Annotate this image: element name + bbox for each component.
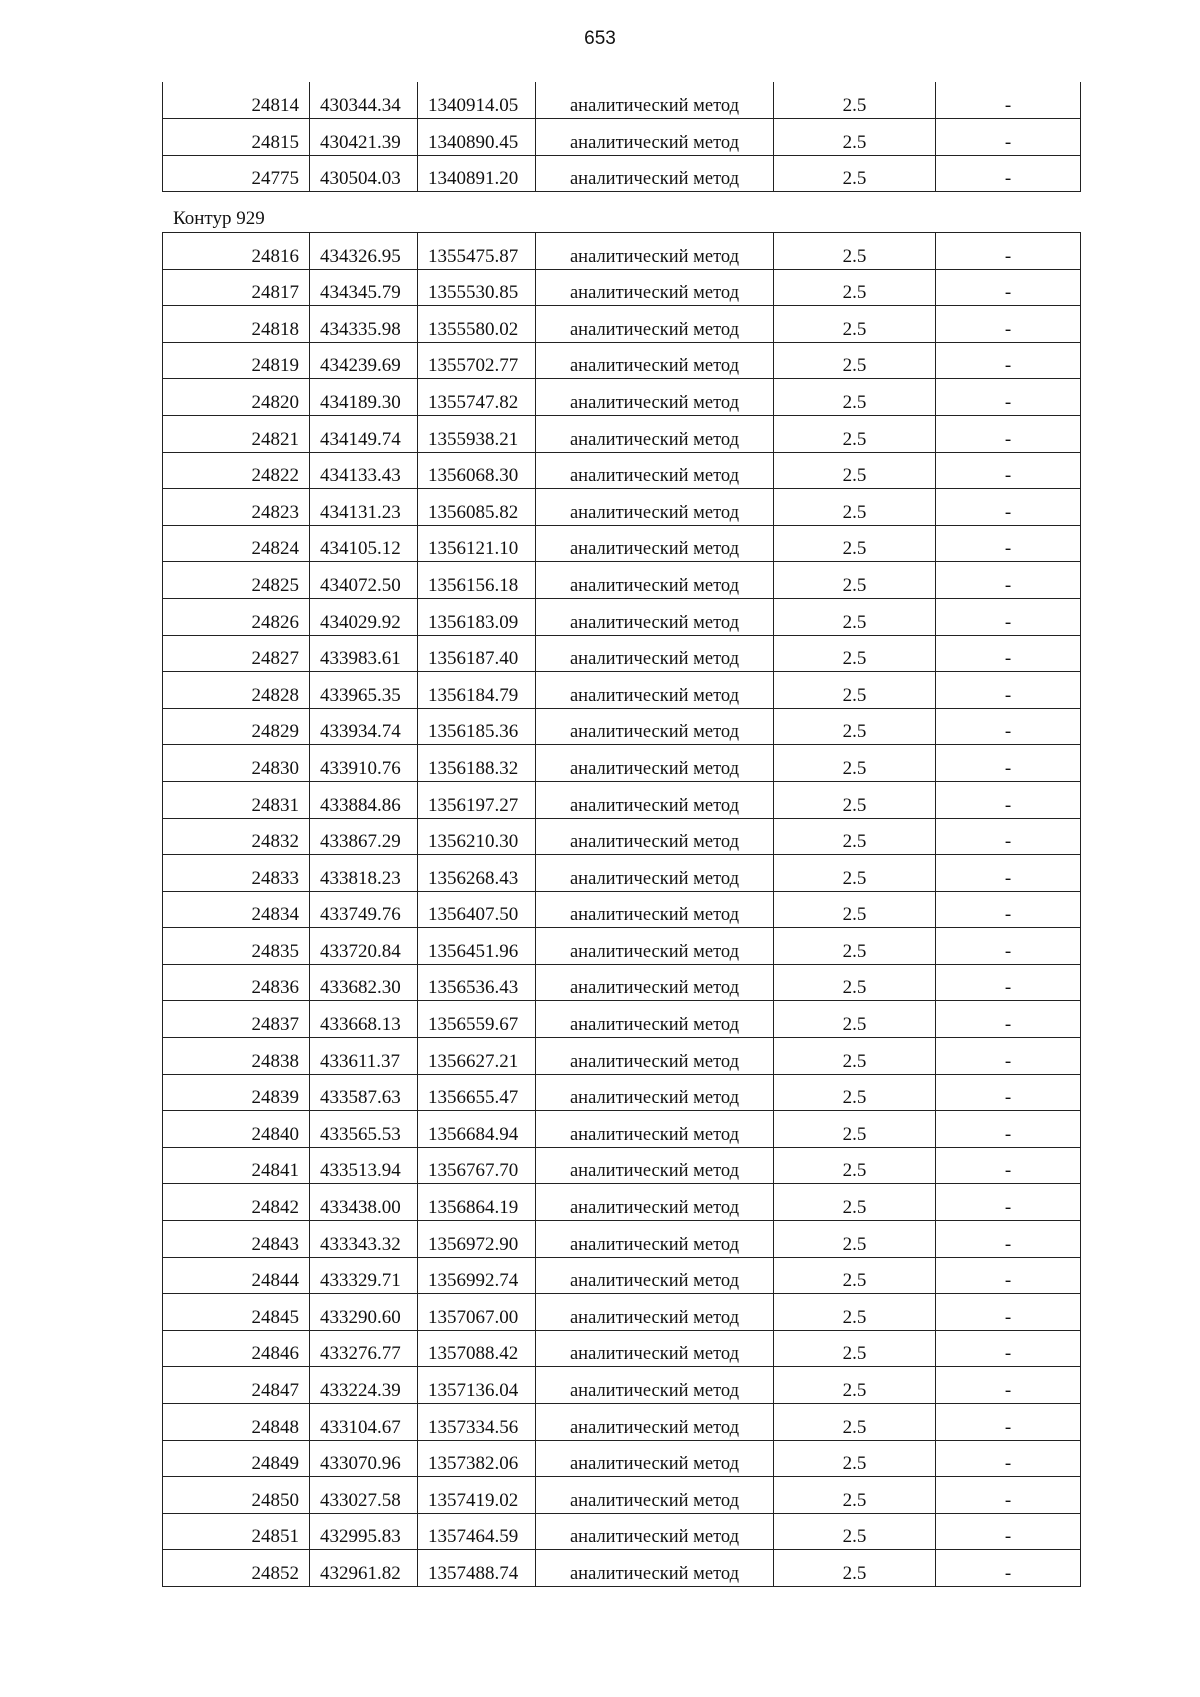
x-coordinate-cell: 434105.12 bbox=[310, 525, 418, 562]
y-coordinate-cell: 1357382.06 bbox=[418, 1440, 536, 1477]
y-coordinate-cell: 1356121.10 bbox=[418, 525, 536, 562]
note-cell: - bbox=[936, 781, 1081, 818]
x-coordinate-cell: 433884.86 bbox=[310, 781, 418, 818]
point-number-cell: 24848 bbox=[163, 1404, 310, 1441]
note-cell: - bbox=[936, 1367, 1081, 1404]
point-number-cell: 24842 bbox=[163, 1184, 310, 1221]
table-row bbox=[163, 708, 1081, 745]
table-row bbox=[163, 635, 1081, 672]
x-coordinate-cell: 433818.23 bbox=[310, 855, 418, 892]
method-cell: аналитический метод bbox=[536, 1404, 774, 1441]
table-row bbox=[163, 269, 1081, 306]
accuracy-cell: 2.5 bbox=[774, 379, 936, 416]
table-row bbox=[163, 1367, 1081, 1404]
note-cell: - bbox=[936, 1257, 1081, 1294]
y-coordinate-cell: 1357088.42 bbox=[418, 1330, 536, 1367]
method-cell: аналитический метод bbox=[536, 598, 774, 635]
point-number-cell: 24817 bbox=[163, 269, 310, 306]
note-cell: - bbox=[936, 818, 1081, 855]
x-coordinate-cell: 434029.92 bbox=[310, 598, 418, 635]
note-cell: - bbox=[936, 1550, 1081, 1587]
note-cell: - bbox=[936, 119, 1081, 156]
point-number-cell: 24826 bbox=[163, 598, 310, 635]
table-row bbox=[163, 342, 1081, 379]
point-number-cell: 24836 bbox=[163, 964, 310, 1001]
table-row bbox=[163, 928, 1081, 965]
accuracy-cell: 2.5 bbox=[774, 1513, 936, 1550]
x-coordinate-cell: 434326.95 bbox=[310, 233, 418, 270]
point-number-cell: 24852 bbox=[163, 1550, 310, 1587]
y-coordinate-cell: 1356185.36 bbox=[418, 708, 536, 745]
accuracy-cell: 2.5 bbox=[774, 1367, 936, 1404]
accuracy-cell: 2.5 bbox=[774, 745, 936, 782]
y-coordinate-cell: 1356992.74 bbox=[418, 1257, 536, 1294]
note-cell: - bbox=[936, 342, 1081, 379]
accuracy-cell: 2.5 bbox=[774, 1074, 936, 1111]
method-cell: аналитический метод bbox=[536, 415, 774, 452]
method-cell: аналитический метод bbox=[536, 1477, 774, 1514]
method-cell: аналитический метод bbox=[536, 1367, 774, 1404]
table-row bbox=[163, 82, 1081, 119]
accuracy-cell: 2.5 bbox=[774, 1294, 936, 1331]
note-cell: - bbox=[936, 928, 1081, 965]
x-coordinate-cell: 434239.69 bbox=[310, 342, 418, 379]
method-cell: аналитический метод bbox=[536, 891, 774, 928]
y-coordinate-cell: 1355938.21 bbox=[418, 415, 536, 452]
y-coordinate-cell: 1355475.87 bbox=[418, 233, 536, 270]
x-coordinate-cell: 433224.39 bbox=[310, 1367, 418, 1404]
note-cell: - bbox=[936, 1330, 1081, 1367]
y-coordinate-cell: 1356536.43 bbox=[418, 964, 536, 1001]
table-row bbox=[163, 1074, 1081, 1111]
x-coordinate-cell: 433910.76 bbox=[310, 745, 418, 782]
method-cell: аналитический метод bbox=[536, 1294, 774, 1331]
y-coordinate-cell: 1357488.74 bbox=[418, 1550, 536, 1587]
accuracy-cell: 2.5 bbox=[774, 855, 936, 892]
accuracy-cell: 2.5 bbox=[774, 155, 936, 192]
table-row bbox=[163, 1550, 1081, 1587]
method-cell: аналитический метод bbox=[536, 269, 774, 306]
note-cell: - bbox=[936, 1001, 1081, 1038]
point-number-cell: 24833 bbox=[163, 855, 310, 892]
point-number-cell: 24830 bbox=[163, 745, 310, 782]
x-coordinate-cell: 433668.13 bbox=[310, 1001, 418, 1038]
accuracy-cell: 2.5 bbox=[774, 415, 936, 452]
y-coordinate-cell: 1355530.85 bbox=[418, 269, 536, 306]
y-coordinate-cell: 1356655.47 bbox=[418, 1074, 536, 1111]
table-row bbox=[163, 1330, 1081, 1367]
x-coordinate-cell: 434149.74 bbox=[310, 415, 418, 452]
accuracy-cell: 2.5 bbox=[774, 708, 936, 745]
method-cell: аналитический метод bbox=[536, 1038, 774, 1075]
point-number-cell: 24831 bbox=[163, 781, 310, 818]
y-coordinate-cell: 1356187.40 bbox=[418, 635, 536, 672]
y-coordinate-cell: 1356864.19 bbox=[418, 1184, 536, 1221]
y-coordinate-cell: 1356156.18 bbox=[418, 562, 536, 599]
table-row bbox=[163, 452, 1081, 489]
method-cell: аналитический метод bbox=[536, 635, 774, 672]
note-cell: - bbox=[936, 635, 1081, 672]
x-coordinate-cell: 434345.79 bbox=[310, 269, 418, 306]
point-number-cell: 24822 bbox=[163, 452, 310, 489]
y-coordinate-cell: 1356972.90 bbox=[418, 1221, 536, 1258]
point-number-cell: 24818 bbox=[163, 306, 310, 343]
method-cell: аналитический метод bbox=[536, 745, 774, 782]
note-cell: - bbox=[936, 1294, 1081, 1331]
point-number-cell: 24838 bbox=[163, 1038, 310, 1075]
x-coordinate-cell: 433513.94 bbox=[310, 1147, 418, 1184]
point-number-cell: 24824 bbox=[163, 525, 310, 562]
accuracy-cell: 2.5 bbox=[774, 1221, 936, 1258]
x-coordinate-cell: 434133.43 bbox=[310, 452, 418, 489]
y-coordinate-cell: 1356627.21 bbox=[418, 1038, 536, 1075]
method-cell: аналитический метод bbox=[536, 1184, 774, 1221]
point-number-cell: 24814 bbox=[163, 82, 310, 119]
method-cell: аналитический метод bbox=[536, 562, 774, 599]
accuracy-cell: 2.5 bbox=[774, 818, 936, 855]
x-coordinate-cell: 433343.32 bbox=[310, 1221, 418, 1258]
x-coordinate-cell: 430421.39 bbox=[310, 119, 418, 156]
note-cell: - bbox=[936, 379, 1081, 416]
table-row bbox=[163, 155, 1081, 192]
coordinates-table-continued bbox=[162, 82, 1081, 192]
x-coordinate-cell: 433276.77 bbox=[310, 1330, 418, 1367]
accuracy-cell: 2.5 bbox=[774, 928, 936, 965]
x-coordinate-cell: 434072.50 bbox=[310, 562, 418, 599]
note-cell: - bbox=[936, 1477, 1081, 1514]
method-cell: аналитический метод bbox=[536, 233, 774, 270]
point-number-cell: 24837 bbox=[163, 1001, 310, 1038]
accuracy-cell: 2.5 bbox=[774, 598, 936, 635]
accuracy-cell: 2.5 bbox=[774, 964, 936, 1001]
accuracy-cell: 2.5 bbox=[774, 269, 936, 306]
method-cell: аналитический метод bbox=[536, 489, 774, 526]
note-cell: - bbox=[936, 306, 1081, 343]
x-coordinate-cell: 433027.58 bbox=[310, 1477, 418, 1514]
method-cell: аналитический метод bbox=[536, 855, 774, 892]
point-number-cell: 24839 bbox=[163, 1074, 310, 1111]
table-row bbox=[163, 964, 1081, 1001]
table-row bbox=[163, 1440, 1081, 1477]
method-cell: аналитический метод bbox=[536, 708, 774, 745]
note-cell: - bbox=[936, 891, 1081, 928]
note-cell: - bbox=[936, 1184, 1081, 1221]
x-coordinate-cell: 433749.76 bbox=[310, 891, 418, 928]
method-cell: аналитический метод bbox=[536, 1513, 774, 1550]
y-coordinate-cell: 1356210.30 bbox=[418, 818, 536, 855]
note-cell: - bbox=[936, 672, 1081, 709]
x-coordinate-cell: 433290.60 bbox=[310, 1294, 418, 1331]
table-row bbox=[163, 1513, 1081, 1550]
note-cell: - bbox=[936, 489, 1081, 526]
method-cell: аналитический метод bbox=[536, 781, 774, 818]
table-row bbox=[163, 489, 1081, 526]
y-coordinate-cell: 1356684.94 bbox=[418, 1111, 536, 1148]
point-number-cell: 24820 bbox=[163, 379, 310, 416]
y-coordinate-cell: 1356197.27 bbox=[418, 781, 536, 818]
x-coordinate-cell: 434189.30 bbox=[310, 379, 418, 416]
table-row bbox=[163, 598, 1081, 635]
point-number-cell: 24850 bbox=[163, 1477, 310, 1514]
point-number-cell: 24823 bbox=[163, 489, 310, 526]
x-coordinate-cell: 433565.53 bbox=[310, 1111, 418, 1148]
table-row bbox=[163, 1147, 1081, 1184]
accuracy-cell: 2.5 bbox=[774, 82, 936, 119]
y-coordinate-cell: 1356184.79 bbox=[418, 672, 536, 709]
y-coordinate-cell: 1356268.43 bbox=[418, 855, 536, 892]
method-cell: аналитический метод bbox=[536, 1001, 774, 1038]
table-row bbox=[163, 1001, 1081, 1038]
accuracy-cell: 2.5 bbox=[774, 1184, 936, 1221]
y-coordinate-cell: 1355747.82 bbox=[418, 379, 536, 416]
point-number-cell: 24843 bbox=[163, 1221, 310, 1258]
method-cell: аналитический метод bbox=[536, 1147, 774, 1184]
method-cell: аналитический метод bbox=[536, 306, 774, 343]
x-coordinate-cell: 433983.61 bbox=[310, 635, 418, 672]
method-cell: аналитический метод bbox=[536, 342, 774, 379]
table-row bbox=[163, 891, 1081, 928]
note-cell: - bbox=[936, 708, 1081, 745]
x-coordinate-cell: 434335.98 bbox=[310, 306, 418, 343]
y-coordinate-cell: 1340914.05 bbox=[418, 82, 536, 119]
accuracy-cell: 2.5 bbox=[774, 1440, 936, 1477]
table-row bbox=[163, 415, 1081, 452]
y-coordinate-cell: 1356451.96 bbox=[418, 928, 536, 965]
table-row bbox=[163, 119, 1081, 156]
note-cell: - bbox=[936, 1147, 1081, 1184]
y-coordinate-cell: 1357067.00 bbox=[418, 1294, 536, 1331]
x-coordinate-cell: 433682.30 bbox=[310, 964, 418, 1001]
accuracy-cell: 2.5 bbox=[774, 1330, 936, 1367]
table-row bbox=[163, 1477, 1081, 1514]
table-row bbox=[163, 233, 1081, 270]
method-cell: аналитический метод bbox=[536, 379, 774, 416]
point-number-cell: 24825 bbox=[163, 562, 310, 599]
note-cell: - bbox=[936, 1074, 1081, 1111]
x-coordinate-cell: 430344.34 bbox=[310, 82, 418, 119]
note-cell: - bbox=[936, 155, 1081, 192]
page-number: 653 bbox=[584, 28, 616, 49]
note-cell: - bbox=[936, 598, 1081, 635]
x-coordinate-cell: 433934.74 bbox=[310, 708, 418, 745]
accuracy-cell: 2.5 bbox=[774, 891, 936, 928]
point-number-cell: 24829 bbox=[163, 708, 310, 745]
accuracy-cell: 2.5 bbox=[774, 1477, 936, 1514]
accuracy-cell: 2.5 bbox=[774, 119, 936, 156]
table-row bbox=[163, 1404, 1081, 1441]
method-cell: аналитический метод bbox=[536, 1074, 774, 1111]
point-number-cell: 24846 bbox=[163, 1330, 310, 1367]
method-cell: аналитический метод bbox=[536, 672, 774, 709]
method-cell: аналитический метод bbox=[536, 155, 774, 192]
table-row bbox=[163, 781, 1081, 818]
point-number-cell: 24849 bbox=[163, 1440, 310, 1477]
y-coordinate-cell: 1340891.20 bbox=[418, 155, 536, 192]
table-row bbox=[163, 306, 1081, 343]
x-coordinate-cell: 430504.03 bbox=[310, 155, 418, 192]
accuracy-cell: 2.5 bbox=[774, 781, 936, 818]
method-cell: аналитический метод bbox=[536, 119, 774, 156]
x-coordinate-cell: 433867.29 bbox=[310, 818, 418, 855]
x-coordinate-cell: 433965.35 bbox=[310, 672, 418, 709]
method-cell: аналитический метод bbox=[536, 1550, 774, 1587]
method-cell: аналитический метод bbox=[536, 1330, 774, 1367]
note-cell: - bbox=[936, 82, 1081, 119]
note-cell: - bbox=[936, 1513, 1081, 1550]
point-number-cell: 24827 bbox=[163, 635, 310, 672]
x-coordinate-cell: 433720.84 bbox=[310, 928, 418, 965]
method-cell: аналитический метод bbox=[536, 1221, 774, 1258]
note-cell: - bbox=[936, 964, 1081, 1001]
accuracy-cell: 2.5 bbox=[774, 342, 936, 379]
coordinates-table-contour-929 bbox=[162, 232, 1081, 1587]
table-row bbox=[163, 745, 1081, 782]
accuracy-cell: 2.5 bbox=[774, 525, 936, 562]
y-coordinate-cell: 1355580.02 bbox=[418, 306, 536, 343]
note-cell: - bbox=[936, 1221, 1081, 1258]
contour-label: Контур 929 bbox=[173, 208, 265, 229]
table-row bbox=[163, 1257, 1081, 1294]
method-cell: аналитический метод bbox=[536, 452, 774, 489]
note-cell: - bbox=[936, 1111, 1081, 1148]
y-coordinate-cell: 1357136.04 bbox=[418, 1367, 536, 1404]
method-cell: аналитический метод bbox=[536, 1111, 774, 1148]
accuracy-cell: 2.5 bbox=[774, 1550, 936, 1587]
y-coordinate-cell: 1356767.70 bbox=[418, 1147, 536, 1184]
note-cell: - bbox=[936, 1038, 1081, 1075]
point-number-cell: 24834 bbox=[163, 891, 310, 928]
method-cell: аналитический метод bbox=[536, 818, 774, 855]
accuracy-cell: 2.5 bbox=[774, 489, 936, 526]
accuracy-cell: 2.5 bbox=[774, 1257, 936, 1294]
x-coordinate-cell: 434131.23 bbox=[310, 489, 418, 526]
x-coordinate-cell: 432995.83 bbox=[310, 1513, 418, 1550]
table-row bbox=[163, 818, 1081, 855]
note-cell: - bbox=[936, 415, 1081, 452]
point-number-cell: 24851 bbox=[163, 1513, 310, 1550]
x-coordinate-cell: 433329.71 bbox=[310, 1257, 418, 1294]
method-cell: аналитический метод bbox=[536, 1440, 774, 1477]
point-number-cell: 24832 bbox=[163, 818, 310, 855]
table-row bbox=[163, 1111, 1081, 1148]
table-row bbox=[163, 1184, 1081, 1221]
y-coordinate-cell: 1356407.50 bbox=[418, 891, 536, 928]
table-row bbox=[163, 1294, 1081, 1331]
note-cell: - bbox=[936, 1404, 1081, 1441]
x-coordinate-cell: 433611.37 bbox=[310, 1038, 418, 1075]
y-coordinate-cell: 1357419.02 bbox=[418, 1477, 536, 1514]
accuracy-cell: 2.5 bbox=[774, 1111, 936, 1148]
table-row bbox=[163, 855, 1081, 892]
note-cell: - bbox=[936, 452, 1081, 489]
point-number-cell: 24835 bbox=[163, 928, 310, 965]
table-row bbox=[163, 562, 1081, 599]
y-coordinate-cell: 1356068.30 bbox=[418, 452, 536, 489]
x-coordinate-cell: 433070.96 bbox=[310, 1440, 418, 1477]
point-number-cell: 24816 bbox=[163, 233, 310, 270]
point-number-cell: 24815 bbox=[163, 119, 310, 156]
y-coordinate-cell: 1356559.67 bbox=[418, 1001, 536, 1038]
table-row bbox=[163, 672, 1081, 709]
method-cell: аналитический метод bbox=[536, 928, 774, 965]
point-number-cell: 24847 bbox=[163, 1367, 310, 1404]
y-coordinate-cell: 1356085.82 bbox=[418, 489, 536, 526]
method-cell: аналитический метод bbox=[536, 1257, 774, 1294]
accuracy-cell: 2.5 bbox=[774, 233, 936, 270]
table-row bbox=[163, 1038, 1081, 1075]
accuracy-cell: 2.5 bbox=[774, 1038, 936, 1075]
note-cell: - bbox=[936, 525, 1081, 562]
accuracy-cell: 2.5 bbox=[774, 452, 936, 489]
note-cell: - bbox=[936, 562, 1081, 599]
point-number-cell: 24775 bbox=[163, 155, 310, 192]
y-coordinate-cell: 1356188.32 bbox=[418, 745, 536, 782]
point-number-cell: 24840 bbox=[163, 1111, 310, 1148]
accuracy-cell: 2.5 bbox=[774, 306, 936, 343]
note-cell: - bbox=[936, 1440, 1081, 1477]
note-cell: - bbox=[936, 269, 1081, 306]
point-number-cell: 24821 bbox=[163, 415, 310, 452]
x-coordinate-cell: 433104.67 bbox=[310, 1404, 418, 1441]
accuracy-cell: 2.5 bbox=[774, 1404, 936, 1441]
y-coordinate-cell: 1357464.59 bbox=[418, 1513, 536, 1550]
method-cell: аналитический метод bbox=[536, 964, 774, 1001]
x-coordinate-cell: 433587.63 bbox=[310, 1074, 418, 1111]
y-coordinate-cell: 1356183.09 bbox=[418, 598, 536, 635]
y-coordinate-cell: 1355702.77 bbox=[418, 342, 536, 379]
table-row bbox=[163, 1221, 1081, 1258]
y-coordinate-cell: 1357334.56 bbox=[418, 1404, 536, 1441]
accuracy-cell: 2.5 bbox=[774, 1001, 936, 1038]
table-row bbox=[163, 525, 1081, 562]
note-cell: - bbox=[936, 233, 1081, 270]
point-number-cell: 24819 bbox=[163, 342, 310, 379]
accuracy-cell: 2.5 bbox=[774, 562, 936, 599]
method-cell: аналитический метод bbox=[536, 525, 774, 562]
point-number-cell: 24844 bbox=[163, 1257, 310, 1294]
x-coordinate-cell: 433438.00 bbox=[310, 1184, 418, 1221]
point-number-cell: 24845 bbox=[163, 1294, 310, 1331]
x-coordinate-cell: 432961.82 bbox=[310, 1550, 418, 1587]
note-cell: - bbox=[936, 855, 1081, 892]
y-coordinate-cell: 1340890.45 bbox=[418, 119, 536, 156]
method-cell: аналитический метод bbox=[536, 82, 774, 119]
point-number-cell: 24828 bbox=[163, 672, 310, 709]
table-row bbox=[163, 379, 1081, 416]
point-number-cell: 24841 bbox=[163, 1147, 310, 1184]
accuracy-cell: 2.5 bbox=[774, 1147, 936, 1184]
accuracy-cell: 2.5 bbox=[774, 635, 936, 672]
accuracy-cell: 2.5 bbox=[774, 672, 936, 709]
note-cell: - bbox=[936, 745, 1081, 782]
